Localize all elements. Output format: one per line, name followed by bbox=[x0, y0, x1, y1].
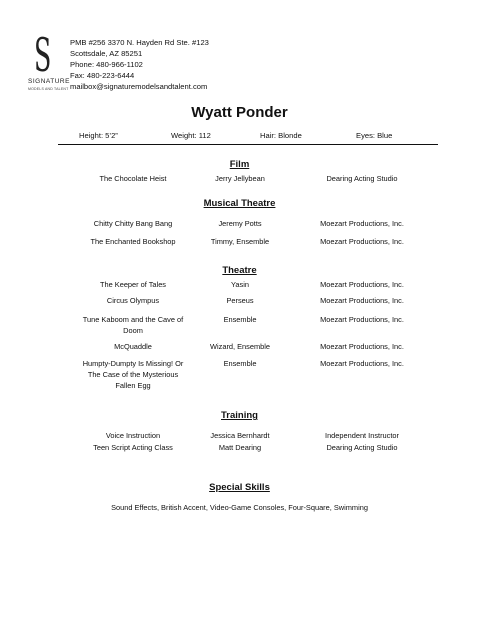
credit-company: Moezart Productions, Inc. bbox=[320, 219, 404, 228]
contact-email: mailbox@signaturemodelsandtalent.com bbox=[70, 82, 208, 91]
credit-title: The Chocolate Heist bbox=[99, 174, 167, 183]
credit-role: Wizard, Ensemble bbox=[210, 342, 270, 351]
agency-contact bbox=[70, 37, 209, 92]
logo-brand: SIGNATURE bbox=[28, 78, 70, 85]
contact-address: PMB #256 3370 N. Hayden Rd Ste. #123 bbox=[70, 38, 209, 47]
credit-title: The Enchanted Bookshop bbox=[90, 237, 176, 246]
section-title-special-skills: Special Skills bbox=[209, 482, 270, 493]
credit-title: Humpty-Dumpty Is Missing! Or The Case of the Mysterious Fallen Egg bbox=[82, 359, 184, 390]
section-title-musical-theatre: Musical Theatre bbox=[203, 198, 276, 209]
stat-eyes: Eyes: Blue bbox=[356, 131, 393, 140]
credit-title: The Keeper of Tales bbox=[99, 280, 166, 289]
credit-company: Moezart Productions, Inc. bbox=[320, 296, 404, 305]
training-instructor: Jessica Bernhardt bbox=[210, 431, 270, 440]
credit-title: McQuaddle bbox=[114, 342, 152, 351]
stat-height: Height: 5’2” bbox=[79, 131, 118, 140]
stat-weight: Weight: 112 bbox=[171, 131, 211, 140]
section-title-theatre: Theatre bbox=[222, 265, 257, 276]
training-organization: Dearing Acting Studio bbox=[326, 443, 398, 452]
contact-fax: Fax: 480-223-6444 bbox=[70, 71, 135, 80]
training-course: Voice Instruction bbox=[105, 431, 161, 440]
header-divider bbox=[58, 144, 438, 145]
credit-title: Circus Olympus bbox=[106, 296, 160, 305]
performer-name: Wyatt Ponder bbox=[191, 104, 288, 121]
credit-title: Chitty Chitty Bang Bang bbox=[93, 219, 173, 228]
credit-company: Moezart Productions, Inc. bbox=[320, 359, 404, 368]
credit-role: Perseus bbox=[226, 296, 254, 305]
credit-company: Dearing Acting Studio bbox=[326, 174, 398, 183]
training-instructor: Matt Dearing bbox=[218, 443, 262, 452]
credit-company: Moezart Productions, Inc. bbox=[320, 342, 404, 351]
contact-phone: Phone: 480-966-1102 bbox=[70, 60, 143, 69]
credit-role: Yasin bbox=[231, 280, 249, 289]
logo-subtitle: MODELS AND TALENT bbox=[28, 87, 69, 91]
training-organization: Independent Instructor bbox=[325, 431, 399, 440]
stat-hair: Hair: Blonde bbox=[260, 131, 302, 140]
credit-role: Ensemble bbox=[223, 359, 257, 368]
credit-company: Moezart Productions, Inc. bbox=[320, 237, 404, 246]
contact-city: Scottsdale, AZ 85251 bbox=[70, 49, 143, 58]
credit-title: Tune Kaboom and the Cave of Doom bbox=[82, 315, 184, 335]
credit-company: Moezart Productions, Inc. bbox=[320, 280, 404, 289]
special-skills-list: Sound Effects, British Accent, Video-Game Consoles, Four-Square, Swimming bbox=[111, 503, 368, 512]
section-title-training: Training bbox=[221, 410, 258, 421]
training-course: Teen Script Acting Class bbox=[93, 443, 173, 452]
logo-letter: S bbox=[34, 28, 52, 82]
section-title-film: Film bbox=[229, 159, 250, 170]
credit-role: Jerry Jellybean bbox=[215, 174, 265, 183]
credit-company: Moezart Productions, Inc. bbox=[320, 315, 404, 324]
agency-logo bbox=[28, 28, 70, 94]
credit-role: Ensemble bbox=[223, 315, 257, 324]
credit-role: Timmy, Ensemble bbox=[210, 237, 270, 246]
credit-role: Jeremy Potts bbox=[218, 219, 262, 228]
